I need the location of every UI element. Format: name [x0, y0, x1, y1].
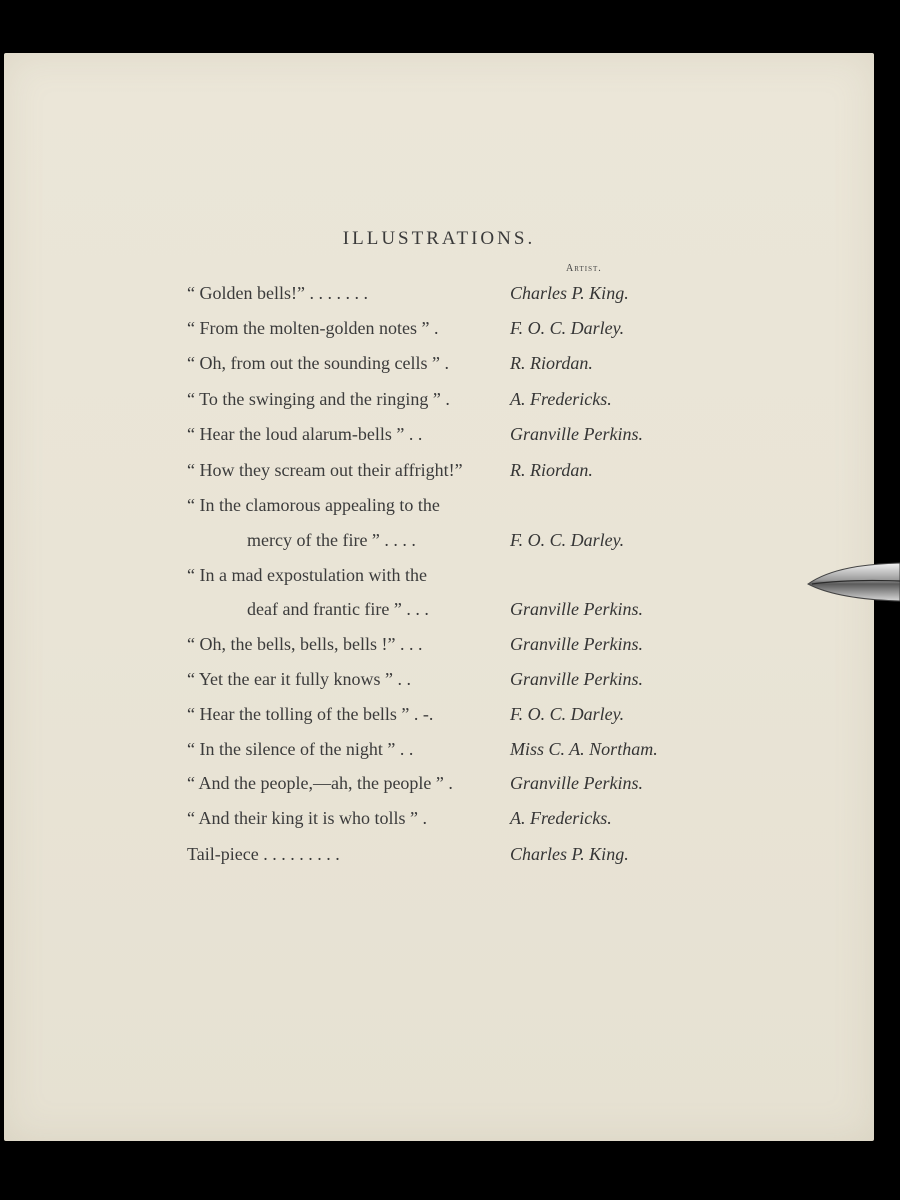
- list-item: [187, 808, 707, 836]
- illustration-subject: “ In the clamorous appealing to the: [187, 495, 440, 515]
- list-item: [187, 460, 707, 488]
- illustration-artist: Granville Perkins.: [510, 424, 643, 444]
- illustration-artist: F. O. C. Darley.: [510, 530, 625, 550]
- illustration-subject: “ Oh, the bells, bells, bells !” . . .: [187, 634, 423, 654]
- list-item: [187, 634, 707, 662]
- list-item: [187, 599, 707, 627]
- illustration-artist: F. O. C. Darley.: [510, 704, 625, 724]
- illustration-artist: Miss C. A. Northam.: [510, 739, 658, 759]
- illustration-artist: A. Fredericks.: [510, 808, 612, 828]
- illustration-artist: Granville Perkins.: [510, 599, 643, 619]
- illustration-subject: “ Hear the loud alarum-bells ” . .: [187, 424, 423, 444]
- book-page: [4, 53, 874, 1141]
- illustration-list: [4, 53, 874, 1141]
- illustration-artist: Charles P. King.: [510, 844, 629, 864]
- page-title: ILLUSTRATIONS.: [342, 228, 536, 249]
- illustration-subject: “ Yet the ear it fully knows ” . .: [187, 669, 411, 689]
- illustration-subject: mercy of the fire ” . . . .: [247, 530, 416, 550]
- illustration-artist: A. Fredericks.: [510, 389, 612, 409]
- illustration-artist: Granville Perkins.: [510, 669, 643, 689]
- metal-pointer-icon: [806, 560, 900, 604]
- list-item: [187, 530, 707, 558]
- illustration-artist: R. Riordan.: [510, 460, 593, 480]
- illustration-subject: “ To the swinging and the ringing ” .: [187, 389, 450, 409]
- illustration-subject: “ Oh, from out the sounding cells ” .: [187, 353, 449, 373]
- illustration-subject: “ And their king it is who tolls ” .: [187, 808, 427, 828]
- illustration-artist: F. O. C. Darley.: [510, 318, 625, 338]
- list-item: [187, 773, 707, 801]
- illustration-artist: Charles P. King.: [510, 283, 629, 303]
- illustration-subject: “ From the molten-golden notes ” .: [187, 318, 439, 338]
- illustration-subject: “ And the people,—ah, the people ” .: [187, 773, 453, 793]
- illustration-artist: R. Riordan.: [510, 353, 593, 373]
- list-item: [187, 424, 707, 452]
- illustration-subject: “ Hear the tolling of the bells ” . -.: [187, 704, 434, 724]
- illustration-artist: Granville Perkins.: [510, 634, 643, 654]
- list-item: [187, 318, 707, 346]
- illustration-artist: Granville Perkins.: [510, 773, 643, 793]
- list-item: [187, 704, 707, 732]
- list-item: [187, 669, 707, 697]
- list-item: [187, 283, 707, 311]
- list-item: [187, 389, 707, 417]
- illustration-subject: Tail-piece . . . . . . . . .: [187, 844, 340, 864]
- list-item: [187, 495, 707, 523]
- list-item: [187, 739, 707, 767]
- artist-column-header: Artist.: [566, 263, 602, 274]
- list-item: [187, 844, 707, 872]
- illustration-subject: “ In a mad expostulation with the: [187, 565, 427, 585]
- illustration-subject: “ In the silence of the night ” . .: [187, 739, 414, 759]
- list-item: [187, 565, 707, 593]
- illustration-subject: “ Golden bells!” . . . . . . .: [187, 283, 368, 303]
- illustration-subject: deaf and frantic fire ” . . .: [247, 599, 429, 619]
- list-item: [187, 353, 707, 381]
- illustration-subject: “ How they scream out their affright!”: [187, 460, 463, 480]
